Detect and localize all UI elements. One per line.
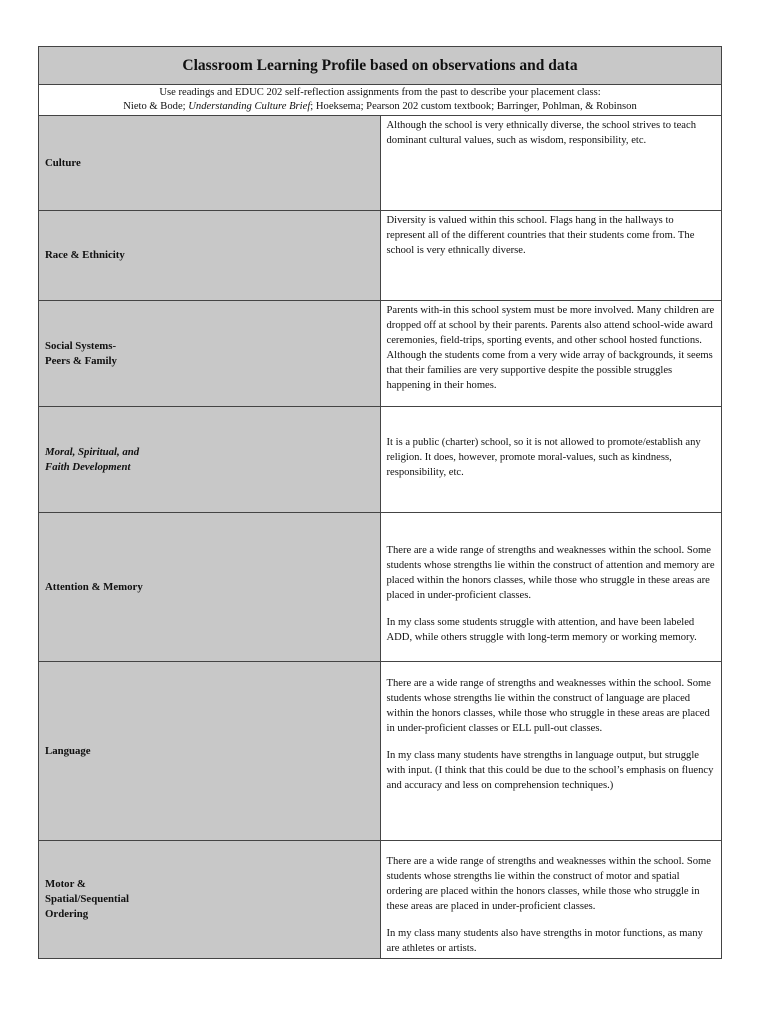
label-line: Social Systems- [45, 339, 117, 352]
instructions-italic-source: Understanding Culture Brief [188, 101, 311, 112]
paragraph: There are a wide range of strengths and weaknesses within the school. Some students whose strengths lie within the construct of language are placed within the honors classes, while those who struggle in these areas are placed in under-proficient classes or ELL pull-out classes. [386, 678, 711, 734]
row-label-motor-spatial [39, 841, 381, 959]
label-line: Faith Development [45, 460, 131, 473]
table-row [39, 841, 722, 959]
page-title: Classroom Learning Profile based on observations and data [39, 47, 722, 85]
label-line: Moral, Spiritual, and [45, 445, 140, 458]
paragraph: It is a public (charter) school, so it is not allowed to promote/establish any religion. It does, however, promote moral-values, such as kindness, responsibility, etc. [386, 437, 701, 478]
row-label-attention-memory: Attention & Memory [39, 513, 381, 662]
row-content-language [380, 662, 722, 841]
instructions [39, 85, 722, 116]
instructions-row [39, 85, 722, 116]
row-content-race-ethnicity [380, 211, 722, 301]
row-label-culture: Culture [39, 116, 381, 211]
instructions-line1: Use readings and EDUC 202 self-reflection assignments from the past to describe your placement class: [159, 87, 601, 98]
paragraph: In my class some students struggle with attention, and have been labeled ADD, while others struggle with long-term memory or working memory. [386, 617, 697, 643]
row-content-culture [380, 116, 722, 211]
label-line: Ordering [45, 908, 89, 920]
label-line: Spatial/Sequential [45, 893, 129, 905]
paragraph: In my class many students have strengths in language output, but struggle with input. (I think that this could be due to the school’s emphasis on fluency and accuracy and less on comprehension techniques.) [386, 750, 714, 791]
table-row [39, 211, 722, 301]
row-label-moral-spiritual [39, 407, 381, 513]
table-row [39, 513, 722, 662]
row-content-moral-spiritual [380, 407, 722, 513]
row-content-social-systems [380, 301, 722, 407]
table-row [39, 407, 722, 513]
paragraph: In my class many students also have strengths in motor functions, as many are athletes or artists. [386, 928, 703, 954]
paragraph: Parents with-in this school system must be more involved. Many children are dropped off at school by their parents. Parents also attend school-wide award ceremonies, field-trips, sporting events, and other school hosted functions. Although the students come from a very wide array of backgrounds, it seems that their families are very supportive despite the possible struggles happening in their homes. [386, 305, 715, 391]
table-row [39, 301, 722, 407]
row-label-language: Language [39, 662, 381, 841]
instructions-sources-rest: ; Hoeksema; Pearson 202 custom textbook; Barringer, Pohlman, & Robinson [310, 101, 637, 112]
paragraph: Although the school is very ethnically diverse, the school strives to teach dominant cultural values, such as wisdom, responsibility, etc. [386, 120, 696, 146]
table-row [39, 662, 722, 841]
paragraph: Diversity is valued within this school. Flags hang in the hallways to represent all of the different countries that their students come from. The school is very ethnically diverse. [386, 215, 695, 256]
label-line: Motor & [45, 878, 86, 890]
table-row [39, 116, 722, 211]
row-label-social-systems [39, 301, 381, 407]
paragraph: There are a wide range of strengths and weaknesses within the school. Some students whose strengths lie within the construct of attention and memory are placed within the honors classes, while those who struggle in these areas are placed in under-proficient classes. [386, 545, 715, 601]
title-row [39, 47, 722, 85]
row-label-race-ethnicity: Race & Ethnicity [39, 211, 381, 301]
row-content-attention-memory [380, 513, 722, 662]
instructions-sources: Nieto & Bode; [123, 101, 189, 112]
label-line: Peers & Family [45, 354, 117, 367]
paragraph: There are a wide range of strengths and weaknesses within the school. Some students whose strengths lie within the construct of motor and spatial ordering are placed within the honors classes, while those who struggle in these areas are placed in under-proficient classes. [386, 856, 711, 912]
learning-profile-table [38, 46, 722, 959]
row-content-motor-spatial [380, 841, 722, 959]
